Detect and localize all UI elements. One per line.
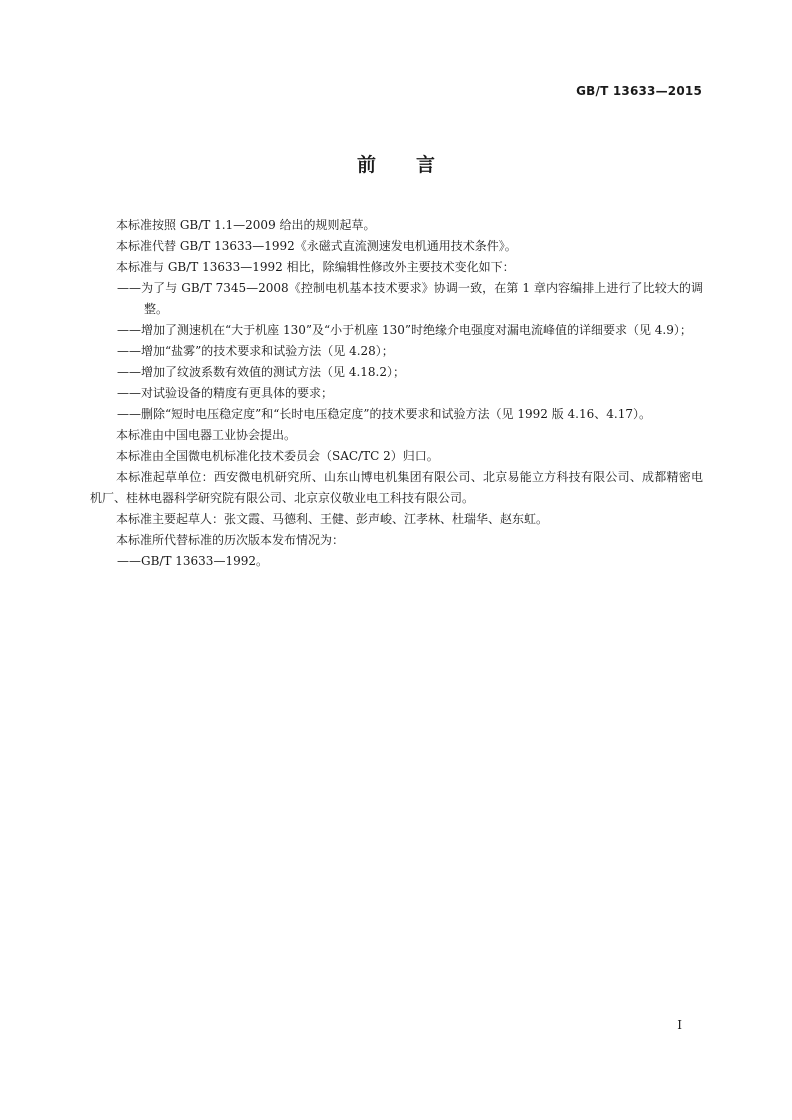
paragraph-drafters: 本标准主要起草人：张文霞、马德利、王健、彭声峻、江孝林、杜瑞华、赵东虹。 <box>116 512 549 526</box>
change-item: ——增加“盐雾”的技术要求和试验方法（见 4.28）； <box>117 344 394 358</box>
history-item: ——GB/T 13633—1992。 <box>117 554 268 568</box>
standard-number: GB/T 13633—2015 <box>576 84 702 98</box>
foreword-body <box>90 215 703 572</box>
paragraph-administered-by: 本标准由全国微电机标准化技术委员会（SAC/TC 2）归口。 <box>116 449 439 463</box>
paragraph-history-intro: 本标准所代替标准的历次版本发布情况为： <box>116 533 345 547</box>
page-number: I <box>677 1018 682 1032</box>
paragraph-drafting-rules: 本标准按照 GB/T 1.1—2009 给出的规则起草。 <box>116 218 376 232</box>
paragraph-proposed-by: 本标准由中国电器工业协会提出。 <box>116 428 297 442</box>
page-title: 前言 <box>356 154 475 176</box>
change-item: ——删除“短时电压稳定度”和“长时电压稳定度”的技术要求和试验方法（见 1992 版 4.16、4.17）。 <box>117 407 651 421</box>
change-item: ——增加了纹波系数有效值的测试方法（见 4.18.2）； <box>117 365 405 379</box>
paragraph-changes-intro: 本标准与 GB/T 13633—1992 相比，除编辑性修改外主要技术变化如下： <box>116 260 515 274</box>
paragraph-drafting-units: 本标准起草单位：西安微电机研究所、山东山博电机集团有限公司、北京易能立方科技有限公司、成都精密电机厂、桂林电器科学研究院有限公司、北京京仪敬业电工科技有限公司。 <box>90 470 703 505</box>
change-item: ——对试验设备的精度有更具体的要求； <box>117 386 334 400</box>
paragraph-replaces: 本标准代替 GB/T 13633—1992《永磁式直流测速发电机通用技术条件》。 <box>116 239 517 253</box>
change-item: ——为了与 GB/T 7345—2008《控制电机基本技术要求》协调一致，在第 1 章内容编排上进行了比较大的调整。 <box>117 281 703 316</box>
change-item: ——增加了测速机在“大于机座 130”及“小于机座 130”时绝缘介电强度对漏电流峰值的详细要求（见 4.9）； <box>117 323 692 337</box>
